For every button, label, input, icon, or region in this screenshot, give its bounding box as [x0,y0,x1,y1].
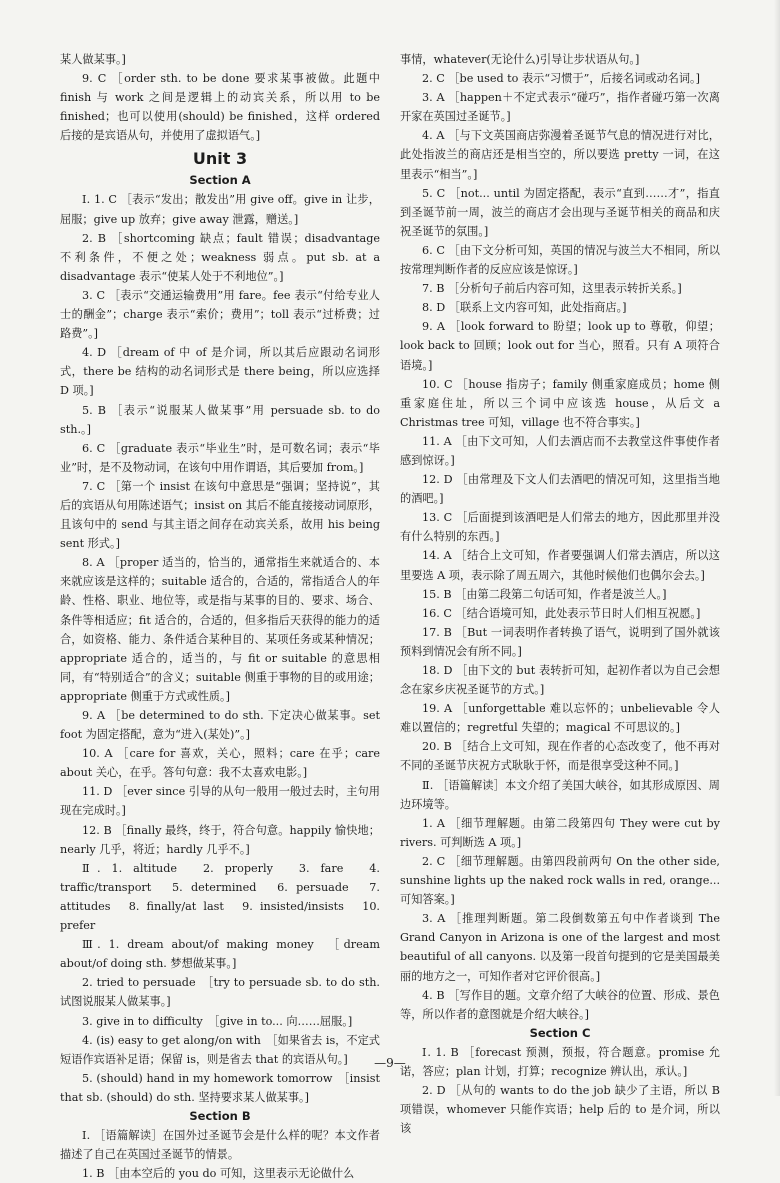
answer-paragraph: 17. B ［But 一词表明作者转换了语气，说明到了国外就该预料到情况会有所不同。] [400,625,720,658]
answer-paragraph: 1. B ［由本空后的 you do 可知，这里表示无论做什么 [82,1167,355,1181]
answer-paragraph: 9. A ［look forward to 盼望；look up to 尊敬，仰望；look back to 回顾；look out for 当心，照看。只有 A 项符合语境。] [400,320,720,372]
answer-paragraph: 4. (is) easy to get along/on with ［如果省去 is，不定式短语作宾语补足语；保留 is，则是省去 that 的宾语从句。] [60,1033,380,1066]
section-title: Section B [189,1108,251,1123]
answer-paragraph: Ⅱ. ［语篇解读］本文介绍了美国大峡谷，如其形成原因、周边环境等。 [400,778,720,811]
answer-paragraph: 3. A ［happen＋不定式表示“碰巧”，指作者碰巧第一次离开家在英国过圣诞节。] [400,91,720,124]
section-title: Section C [529,1025,591,1040]
answer-paragraph: 3. give in to difficulty ［give in to... 向……屈服。] [82,1014,353,1028]
answer-paragraph: Ⅰ. ［语篇解读］在国外过圣诞节会是什么样的呢？本文作者描述了自己在英国过圣诞节的情景。 [60,1128,380,1162]
answer-paragraph: Ⅰ. 1. C ［表示“发出；散发出”用 give off。give in 让步，屈服；give up 放弃；give away 泄露，赠送。] [60,193,380,226]
answer-paragraph: 5. (should) hand in my homework tomorrow ［insist that sb. (should) do sth. 坚持要求某人做某事。] [60,1071,380,1104]
answer-paragraph: 11. A ［由下文可知，人们去酒店而不去教堂这件事使作者感到惊讶。] [400,434,720,467]
page-edge-shadow [774,0,780,1096]
answer-paragraph: 7. B ［分析句子前后内容可知，这里表示转折关系。] [422,282,682,296]
answer-paragraph: 10. A ［care for 喜欢，关心，照料；care 在乎；care about 关心，在乎。答句句意：我不太喜欢电影。] [60,747,380,780]
answer-paragraph: 8. A ［proper 适当的，恰当的，通常指生来就适合的、本来就应该是这样的；suitable 适合的，合适的，常指适合人的年龄、性格、职业、地位等，或是指与某事的目的、要求、场合、条件等相适应；fit 适合的，合适的，但多指后天获得的能力的适合，如资格、能力、条件适合某种目的、某项任务或某种情况；appropriate 适合的，适当的，与 fit or suitable 的意思相同，有“特别适合”的含义；suitable 侧重于事物的目的或用途；appropriate 侧重于方式或性质。] [60,556,380,703]
page-number: —9— [374,1056,406,1070]
answer-paragraph: 15. B ［由第二段第二句话可知，作者是波兰人。] [422,587,667,601]
answer-paragraph: 14. A ［结合上文可知，作者要强调人们常去酒店，所以这里要选 A 项，表示除了周五周六，其他时候他们也偶尔会去。] [400,549,720,582]
answer-paragraph: 2. D ［从句的 wants to do the job 缺少了主语，所以 B 项错误，whomever 只能作宾语；help 后的 to 是介词，所以该 [400,1083,720,1136]
answer-paragraph: 3. C ［表示“交通运输费用”用 fare。fee 表示“付给专业人士的酬金”；charge 表示“索价；费用”；toll 表示“过桥费；过路费”。] [60,288,380,341]
answer-paragraph: 7. C ［第一个 insist 在该句中意思是“强调；坚持说”，其后的宾语从句用陈述语气；insist on 其后不能直接接动词原形，且该句中的 send 与其主语之间存在动宾关系，故用 his being sent 形式。] [60,479,380,551]
answer-paragraph: 11. D ［ever since 引导的从句一般用一般过去时，主句用现在完成时。] [60,785,380,818]
answer-paragraph: 20. B ［结合上文可知，现在作者的心态改变了，他不再对不同的圣诞节庆祝方式耿耿于怀，而是很享受这种不同。] [400,740,720,773]
answer-paragraph: 3. A ［推理判断题。第二段倒数第五句中作者谈到 The Grand Canyon in Arizona is one of the largest and most beautiful of all canyons. 以及第一段首句提到的它是美国最美丽的地方之一，可知作者对它评价很高。] [400,912,720,983]
answer-paragraph: 事情，whatever(无论什么)引导让步状语从句。] [400,53,640,66]
answer-paragraph: 19. A ［unforgettable 难以忘怀的；unbelievable 令人难以置信的；regretful 失望的；magical 不可思议的。] [400,702,720,735]
section-title: Section A [189,173,251,188]
answer-paragraph: 9. C ［order sth. to be done 要求某事被做。此题中 finish 与 work 之间是逻辑上的动宾关系，所以用 to be finished；也可以使用(should) be finished，这样 ordered 后接的是宾语从句，并使用了虚拟语气。] [60,72,380,143]
answer-paragraph: 2. C ［be used to 表示“习惯于”，后接名词或动名词。] [422,72,700,86]
answer-paragraph: 10. C ［house 指房子；family 侧重家庭成员；home 侧重家庭住址，所以三个词中应该选 house，从后文 a Christmas tree 可知，village 也不符合事实。] [400,377,720,429]
answer-paragraph: 12. B ［finally 最终，终于，符合句意。happily 愉快地；nearly 几乎，将近；hardly 几乎不。] [60,823,380,856]
answer-paragraph: 2. B ［shortcoming 缺点；fault 错误；disadvantage 不利条件，不便之处；weakness 弱点。put sb. at a disadvantage 表示“使某人处于不利地位”。] [60,231,380,283]
answer-paragraph: Ⅱ. 1. altitude 2. properly 3. fare 4. traffic/transport 5. determined 6. persuade 7. attitudes 8. finally/at last 9. insisted/insists 10. prefer [60,861,380,933]
right-column [400,50,720,1138]
answer-paragraph: 8. D ［联系上文内容可知，此处指商店。] [422,301,627,315]
answer-paragraph: 5. B ［表示“说服某人做某事”用 persuade sb. to do sth.。] [60,403,380,436]
answer-paragraph: 6. C ［graduate 表示“毕业生”时，是可数名词；表示“毕业”时，是不及物动词，在该句中用作谓语，其后要加 from。] [60,441,380,474]
unit-title: Unit 3 [192,149,248,169]
answer-paragraph: 4. B ［写作目的题。文章介绍了大峡谷的位置、形成、景色等，所以作者的意图就是介绍大峡谷。] [400,988,720,1021]
answer-paragraph: 18. D ［由下文的 but 表转折可知，起初作者以为自己会想念在家乡庆祝圣诞节的方式。] [400,664,720,697]
answer-paragraph: 5. C ［not... until 为固定搭配，表示“直到……才”，指直到圣诞节前一周，波兰的商店才会出现与圣诞节相关的商品和庆祝圣诞节的氛围。] [400,186,720,238]
answer-paragraph: 某人做某事。] [60,53,126,66]
answer-paragraph: 13. C ［后面提到该酒吧是人们常去的地方，因此那里并没有什么特别的东西。] [400,511,720,544]
answer-paragraph: 2. C ［细节理解题。由第四段前两句 On the other side, sunshine lights up the naked rock walls in red, orange... 可知答案。] [400,854,720,907]
answer-paragraph: 16. C ［结合语境可知，此处表示节日时人们相互祝愿。] [422,606,701,620]
answer-paragraph: Ⅰ. 1. B ［forecast 预测，预报，符合题意。promise 允诺，答应；plan 计划，打算；recognize 辨认出，承认。] [400,1045,720,1078]
answer-paragraph: 9. A ［be determined to do sth. 下定决心做某事。set foot 为固定搭配，意为“进入(某处)”。] [60,709,380,742]
answer-paragraph: 4. D ［dream of 中 of 是介词，所以其后应跟动名词形式，there be 结构的动名词形式是 there being，所以应选择 D 项。] [60,346,380,398]
answer-paragraph: 1. A ［细节理解题。由第二段第四句 They were cut by rivers. 可判断选 A 项。] [400,816,720,849]
answer-paragraph: 2. tried to persuade ［try to persuade sb. to do sth. 试图说服某人做某事。] [60,976,380,1009]
answer-paragraph: 12. D ［由常理及下文人们去酒吧的情况可知，这里指当地的酒吧。] [400,473,720,506]
answer-paragraph: Ⅲ. 1. dream about/of making money ［dream about/of doing sth. 梦想做某事。] [60,938,380,971]
answer-paragraph: 6. C ［由下文分析可知，英国的情况与波兰大不相同，所以按常理判断作者的反应应该是惊讶。] [400,243,720,277]
answer-paragraph: 4. A ［与下文英国商店弥漫着圣诞节气息的情况进行对比，此处指波兰的商店还是相当空的，所以要选 pretty 一词，在这里表示“相当”。] [400,129,720,181]
left-column [60,50,380,1183]
